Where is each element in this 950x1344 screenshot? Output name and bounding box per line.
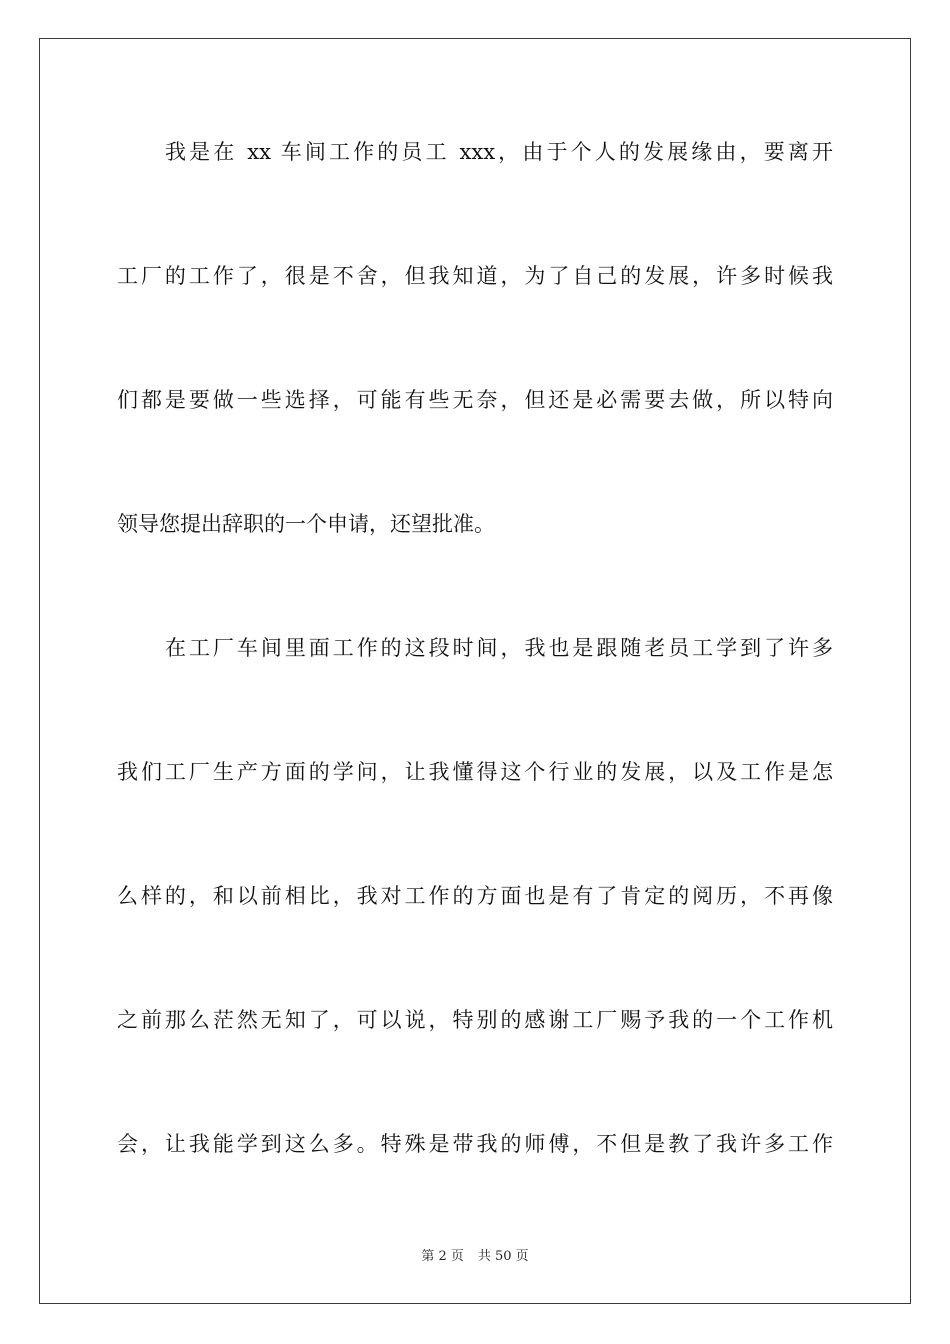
paragraph-1-line-4: 领导您提出辞职的一个申请，还望批准。 (117, 512, 495, 536)
paragraph-2-line-5: 会，让我能学到这么多。特殊是带我的师傅，不但是教了我许多工作 (117, 1132, 833, 1156)
page-number: 第 2 页 (421, 1249, 464, 1264)
paragraph-2-line-2: 我们工厂生产方面的学问，让我懂得这个行业的发展，以及工作是怎 (117, 760, 833, 784)
page-border (39, 38, 911, 1304)
paragraph-2-line-1: 在工厂车间里面工作的这段时间，我也是跟随老员工学到了许多 (165, 636, 833, 660)
paragraph-1-line-2: 工厂的工作了，很是不舍，但我知道，为了自己的发展，许多时候我 (117, 264, 833, 288)
page-footer (0, 1245, 950, 1264)
paragraph-2-line-4: 之前那么茫然无知了，可以说，特别的感谢工厂赐予我的一个工作机 (117, 1008, 833, 1032)
paragraph-1-line-3: 们都是要做一些选择，可能有些无奈，但还是必需要去做，所以特向 (117, 388, 833, 412)
page-total: 共 50 页 (477, 1249, 529, 1264)
paragraph-1-line-1: 我是在 xx 车间工作的员工 xxx，由于个人的发展缘由，要离开 (165, 140, 833, 164)
paragraph-2-line-3: 么样的，和以前相比，我对工作的方面也是有了肯定的阅历，不再像 (117, 884, 833, 908)
